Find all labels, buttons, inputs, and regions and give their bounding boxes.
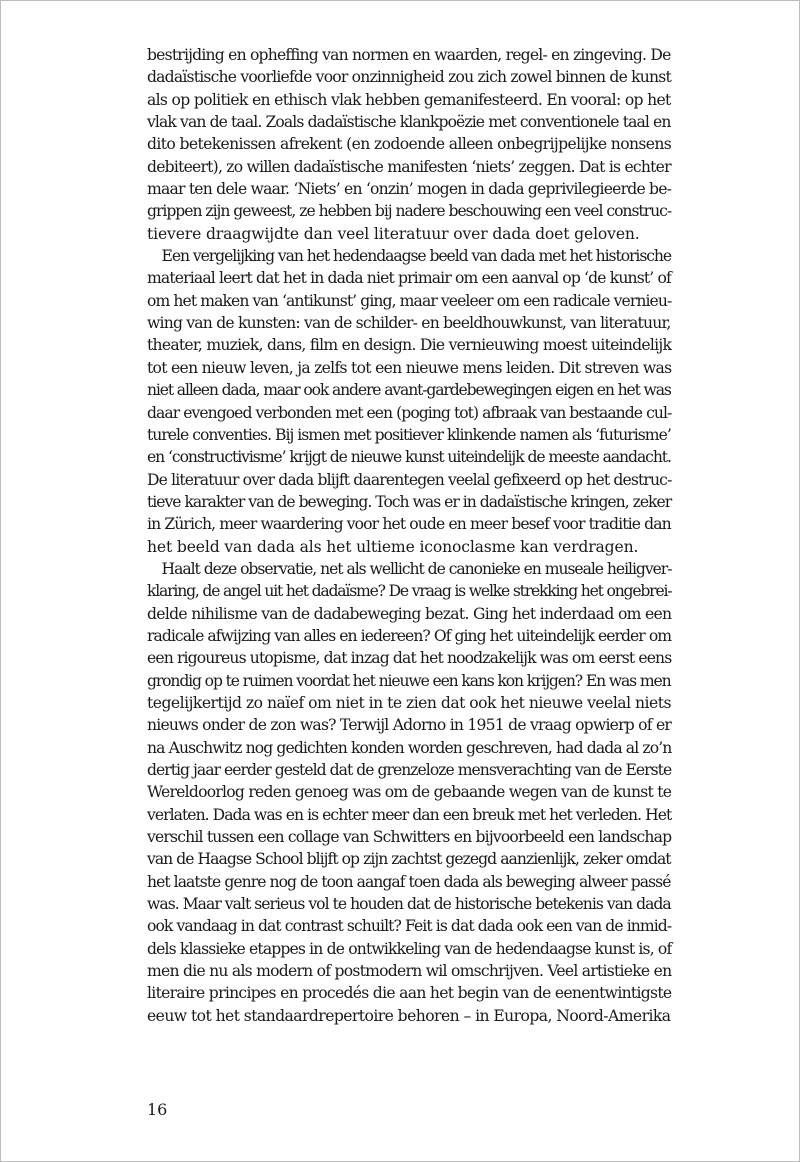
text-line: maar ten dele waar. ‘Niets’ en ‘onzin’ mogen in dada geprivilegieerde be- <box>147 180 672 199</box>
body-text <box>147 44 671 1027</box>
text-line: Een vergelijking van het hedendaagse beeld van dada met het historische <box>147 247 672 266</box>
text-line: men die nu als modern of postmodern wil omschrijven. Veel artistieke en <box>147 962 672 981</box>
text-line: theater, muziek, dans, film en design. Die vernieuwing moest uiteindelijk <box>147 336 672 355</box>
text-line: vlak van de taal. Zoals dadaïstische klankpoëzie met conventionele taal en <box>147 113 671 132</box>
text-line: tievere draagwijdte dan veel literatuur over dada doet geloven. <box>147 224 640 243</box>
text-line: ook vandaag in dat contrast schuilt? Feit is dat dada ook een van de inmid- <box>147 917 672 936</box>
text-line: in Zürich, meer waardering voor het oude en meer besef voor traditie dan <box>147 515 671 534</box>
text-line: verschil tussen een collage van Schwitters en bijvoorbeeld een landschap <box>147 828 672 847</box>
text-line: verlaten. Dada was en is echter meer dan een breuk met het verleden. Het <box>147 805 672 824</box>
text-line: niet alleen dada, maar ook andere avant-gardebewegingen eigen en het was <box>147 381 671 400</box>
text-line: materiaal leert dat het in dada niet primair om een aanval op ‘de kunst’ of <box>147 269 671 288</box>
text-line: radicale afwijzing van alles en iedereen? Of ging het uiteindelijk eerder om <box>147 626 672 645</box>
text-line: De literatuur over dada blijft daarentegen veelal gefixeerd op het destruc- <box>147 470 672 489</box>
text-line: grippen zijn geweest, ze hebben bij nadere beschouwing een veel construc- <box>147 202 672 221</box>
text-line: bestrijding en opheffing van normen en waarden, regel- en zingeving. De <box>147 46 671 64</box>
text-line: om het maken van ‘antikunst’ ging, maar veeleer om een radicale vernieu- <box>147 291 672 310</box>
text-line: na Auschwitz nog gedichten konden worden geschreven, had dada al zo’n <box>147 738 672 757</box>
text-line: het beeld van dada als het ultieme iconoclasme kan verdragen. <box>147 537 639 556</box>
text-line: dadaïstische voorliefde voor onzinnigheid zou zich zowel binnen de kunst <box>147 68 671 87</box>
text-line: nieuws onder de zon was? Terwijl Adorno in 1951 de vraag opwierp of er <box>147 716 672 735</box>
text-line: dertig jaar eerder gesteld dat de grenzeloze mensverachting van de Eerste <box>147 761 672 779</box>
text-line: als op politiek en ethisch vlak hebben gemanifesteerd. En vooral: op het <box>147 90 671 109</box>
text-line: debiteert), zo willen dadaïstische manifesten ‘niets’ zeggen. Dat is echter <box>147 157 671 176</box>
text-line: literaire principes en procedés die aan het begin van de eenentwintigste <box>147 984 672 1003</box>
text-line: grondig op te ruimen voordat het nieuwe een kans kon krijgen? En was men <box>147 671 671 690</box>
text-line: en ‘constructivisme’ krijgt de nieuwe kunst uiteindelijk de meeste aandacht. <box>147 448 671 467</box>
text-line: klaring, de angel uit het dadaïsme? De vraag is welke strekking het ongebrei- <box>147 582 672 601</box>
text-line: Wereldoorlog reden genoeg was om de gebaande wegen van de kunst te <box>147 783 672 802</box>
text-line: delde nihilisme van de dadabeweging bezat. Ging het inderdaad om een <box>147 604 672 623</box>
text-line: van de Haagse School blijft op zijn zachtst gezegd aanzienlijk, zeker omdat <box>147 850 671 869</box>
text-line: tieve karakter van de beweging. Toch was er in dadaïstische kringen, zeker <box>147 492 672 511</box>
text-line: het laatste genre nog de toon aangaf toen dada als beweging alweer passé <box>147 872 671 891</box>
text-line: een rigoureus utopisme, dat inzag dat het noodzakelijk was om eerst eens <box>147 649 672 668</box>
text-line: tot een nieuw leven, ja zelfs tot een nieuwe mens leiden. Dit streven was <box>147 358 672 377</box>
text-line: Haalt deze observatie, net als wellicht de canonieke en museale heiligver- <box>147 559 672 578</box>
text-line: wing van de kunsten: van de schilder- en beeldhouwkunst, van literatuur, <box>147 314 671 333</box>
text-line: dels klassieke etappes in de ontwikkeling van de hedendaagse kunst is, of <box>147 939 672 958</box>
text-line: dito betekenissen afrekent (en zodoende alleen onbegrijpelijke nonsens <box>147 135 672 154</box>
text-line: eeuw tot het standaardrepertoire behoren – in Europa, Noord-Amerika <box>147 1006 671 1025</box>
text-line: daar evengoed verbonden met een (poging tot) afbraak van bestaande cul- <box>147 403 672 422</box>
text-line: was. Maar valt serieus vol te houden dat de historische betekenis van dada <box>147 895 671 914</box>
text-line: turele conventies. Bij ismen met positiever klinkende namen als ‘futurisme’ <box>147 425 671 444</box>
page-number: 16 <box>147 1100 168 1119</box>
text-line: tegelijkertijd zo naïef om niet in te zien dat ook het nieuwe veelal niets <box>147 693 671 712</box>
